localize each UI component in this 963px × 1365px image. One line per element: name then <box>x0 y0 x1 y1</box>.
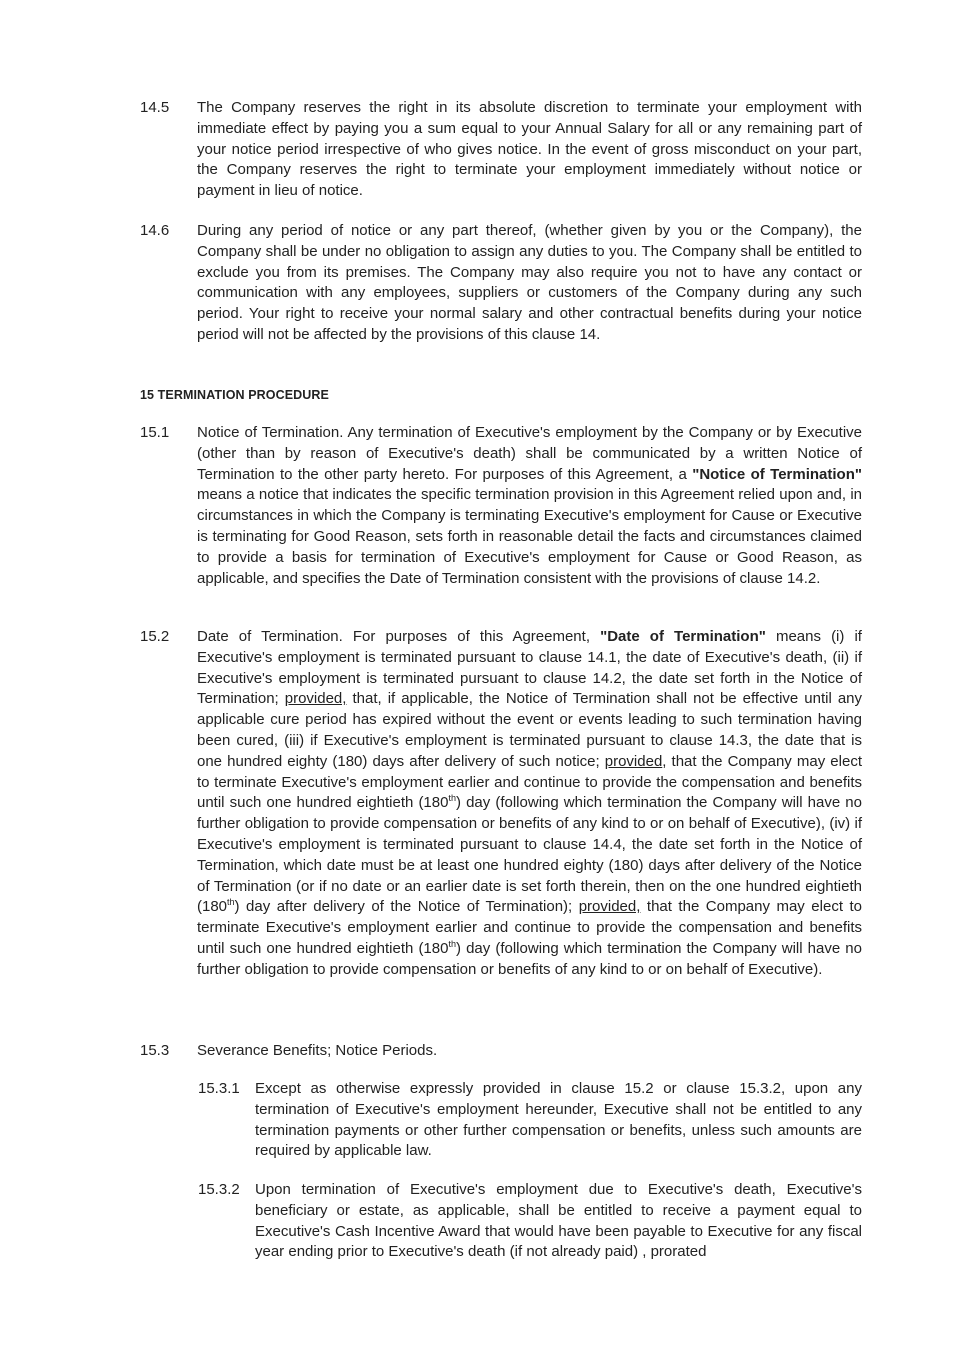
clause-number: 15.3.2 <box>198 1181 240 1198</box>
clause-15-3 <box>140 1041 862 1062</box>
underlined-term: provided <box>604 752 663 770</box>
clause-text: Notice of Termination. Any termination of Executive's employment by the Company or by Executive (other than by reason of Executive's death) shall be communicated by a written Notice of Termination to the other party hereto. For purposes of this Agreement, a "Notice of Termination" means a notice that indicates the specific termination provision in this Agreement relied upon and, in circumstances in which the Company is terminating Executive's employment for Cause or Executive is terminating for Good Reason, sets forth in reasonable detail the facts and circumstances claimed to provide a basis for termination of Executive's employment for Cause or Good Reason, as applicable, and specifies the Date of Termination consistent with the provisions of clause 14.2. <box>197 424 862 587</box>
clause-number: 14.5 <box>140 99 170 116</box>
clause-text: Severance Benefits; Notice Periods. <box>197 1042 438 1059</box>
clause-14-5 <box>140 98 862 202</box>
clause-number: 15.3.1 <box>198 1080 240 1097</box>
clause-number: 15.1 <box>140 424 170 441</box>
clause-15-3-2 <box>198 1180 862 1263</box>
defined-term: "Date of Termination" <box>600 628 766 645</box>
section-heading-15: 15 TERMINATION PROCEDURE <box>140 388 329 402</box>
clause-15-2 <box>140 627 862 981</box>
clause-number: 15.2 <box>140 628 170 645</box>
clause-text: Date of Termination. For purposes of this Agreement, "Date of Termination" means (i) if Executive's employment is terminated pursuant to clause 14.1, the date of Executive's death, (ii) if Executive's employment is terminated pursuant to clause 14.2, the date set forth in the Notice of Termination; provided, that, if applicable, the Notice of Termination shall not be effective until any applicable cure period has expired without the event or events leading to such termination having been cured, (iii) if Executive's employment is terminated pursuant to clause 14.3, the date that is one hundred eighty (180) days after delivery of such notice; provided, that the Company may elect to terminate Executive's employment earlier and continue to provide the compensation and benefits until such one hundred eightieth (180th) day (following which termination the Company will have no further obligation to provide compensation or benefits of any kind to or on behalf of Executive), (iv) if Executive's employment is terminated pursuant to clause 14.4, the date set forth in the Notice of Termination, which date must be at least one hundred eighty (180) days after delivery of the Notice of Termination (or if no date or an earlier date is set forth therein, then on the one hundred eightieth (180th) day after delivery of the Notice of Termination); provided, that the Company may elect to terminate Executive's employment earlier and continue to provide the compensation and benefits until such one hundred eightieth (180th) day (following which termination the Company will have no further obligation to provide compensation or benefits of any kind to or on behalf of Executive). <box>197 628 862 978</box>
underlined-term: provided, <box>578 898 641 916</box>
clause-number: 15.3 <box>140 1042 170 1059</box>
clause-number: 14.6 <box>140 222 170 239</box>
clause-14-6 <box>140 221 862 346</box>
clause-text: Upon termination of Executive's employment due to Executive's death, Executive's beneficiary or estate, as applicable, shall be entitled to receive a payment equal to Executive's Cash Incentive Award that would have been payable to Executive for any fiscal year ending prior to Executive's death (if not already paid) , prorated <box>255 1181 862 1261</box>
clause-text: During any period of notice or any part thereof, (whether given by you or the Company), the Company shall be under no obligation to assign any duties to you. The Company shall be entitled to exclude you from its premises. The Company may also require you not to have any contact or communication with any employees, suppliers or customers of the Company during any such period. Your right to receive your normal salary and other contractual benefits during your notice period will not be affected by the provisions of this clause 14. <box>197 222 862 343</box>
clause-15-1 <box>140 423 862 589</box>
clause-15-3-1 <box>198 1079 862 1162</box>
clause-text: The Company reserves the right in its absolute discretion to terminate your employment with immediate effect by paying you a sum equal to your Annual Salary for all or any remaining part of your notice period irrespective of who gives notice. In the event of gross misconduct on your part, the Company reserves the right to terminate your employment immediately without notice or payment in lieu of notice. <box>197 99 862 200</box>
clause-text: Except as otherwise expressly provided in clause 15.2 or clause 15.3.2, upon any termination of Executive's employment hereunder, Executive shall not be entitled to any termination payments or other further compensation or benefits, unless such amounts are required by applicable law. <box>255 1080 862 1160</box>
underlined-term: provided, <box>284 690 347 708</box>
defined-term: "Notice of Termination" <box>692 465 862 483</box>
